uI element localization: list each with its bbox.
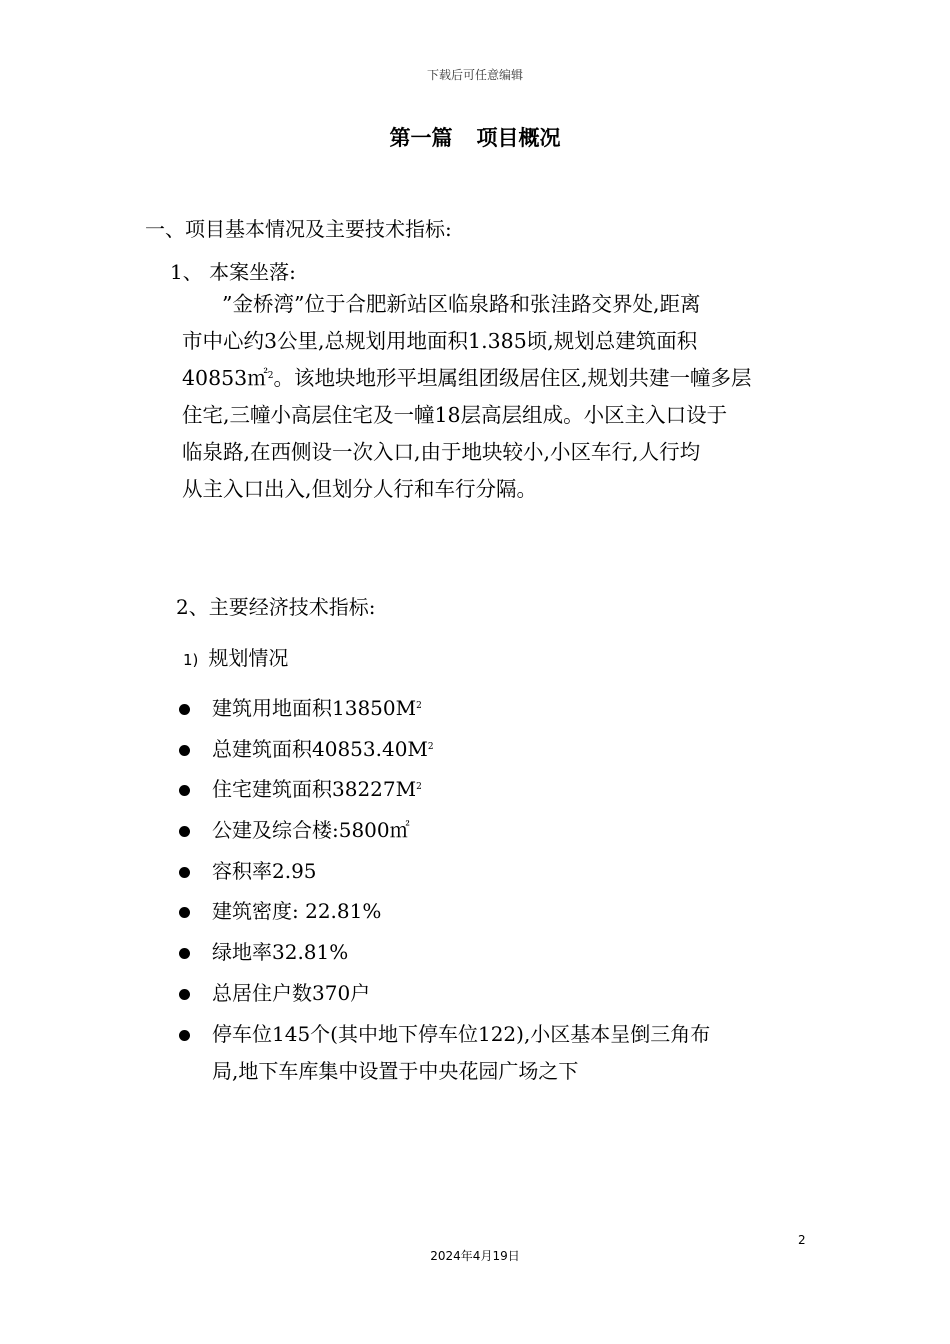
list-item [176, 812, 816, 849]
bullet-icon [179, 907, 190, 918]
bullet-icon [179, 785, 190, 796]
superscript: 2 [416, 782, 422, 793]
item-text-continued: 局,地下车库集中设置于中央花园广场之下 [212, 1058, 579, 1083]
page-number: 2 [798, 1233, 806, 1247]
item-text: 总居住户数370户 [212, 980, 371, 1005]
bullet-icon [179, 826, 190, 837]
title-part: 第一篇 [389, 125, 453, 150]
indicator-list [176, 690, 816, 1093]
page-title [0, 122, 950, 152]
paragraph-line [182, 360, 807, 397]
paragraph-line: 市中心约3公里,总规划用地面积1.385顷,规划总建筑面积 [182, 329, 698, 353]
list-item [176, 975, 816, 1012]
item-text: 绿地率32.81% [212, 940, 349, 965]
list-item [176, 690, 816, 727]
list-item [176, 731, 816, 768]
list-item [176, 934, 816, 971]
bullet-icon [179, 745, 190, 756]
bullet-icon [179, 704, 190, 715]
bullet-icon [179, 989, 190, 1000]
paragraph-text: 。该地块地形平坦属组团级居住区,规划共建一幢多层 [273, 366, 752, 390]
superscript: 2 [416, 701, 422, 711]
bullet-icon [179, 1030, 190, 1041]
section-heading: 一、项目基本情况及主要技术指标: [145, 217, 452, 241]
item-text: 容积率2.95 [212, 858, 317, 883]
page-footer-date: 2024年4月19日 [430, 1249, 520, 1263]
paragraph-line: 住宅,三幢小高层住宅及一幢18层高层组成。小区主入口设于 [182, 403, 728, 427]
list-item [176, 1016, 816, 1090]
superscript: 2 [427, 741, 434, 752]
page-header: 下载后可任意编辑 [426, 68, 523, 82]
location-paragraph [182, 286, 807, 508]
item-text: 建筑用地面积13850M [212, 696, 417, 720]
item-text: 建筑密度: 22.81% [212, 899, 382, 924]
sub-number: 1) [183, 651, 199, 669]
paragraph-line: ”金桥湾”位于合肥新站区临泉路和张洼路交界处,距离 [222, 292, 701, 316]
title-name: 项目概况 [476, 125, 561, 150]
paragraph-line: 临泉路,在西侧设一次入口,由于地块较小,小区车行,人行均 [182, 440, 701, 464]
bullet-icon [179, 867, 190, 878]
item1-heading: 1、 本案坐落: [170, 260, 296, 284]
sub-label: 规划情况 [208, 646, 289, 670]
paragraph-line: 从主入口出入,但划分人行和车行分隔。 [182, 477, 538, 501]
list-item [176, 853, 816, 890]
list-item [176, 771, 816, 808]
superscript: 2 [267, 371, 274, 381]
item-text: 总建筑面积40853.40M [212, 736, 428, 761]
item2-heading: 2、主要经济技术指标: [176, 595, 376, 619]
subheading-planning [183, 642, 288, 671]
item-text: 公建及综合楼:5800㎡ [212, 818, 410, 843]
item-text: 停车位145个(其中地下停车位122),小区基本呈倒三角布 [212, 1021, 711, 1046]
area-value: 40853㎡ [182, 366, 268, 390]
list-item [176, 893, 816, 930]
item-text: 住宅建筑面积38227M [212, 777, 417, 802]
bullet-icon [179, 948, 190, 959]
